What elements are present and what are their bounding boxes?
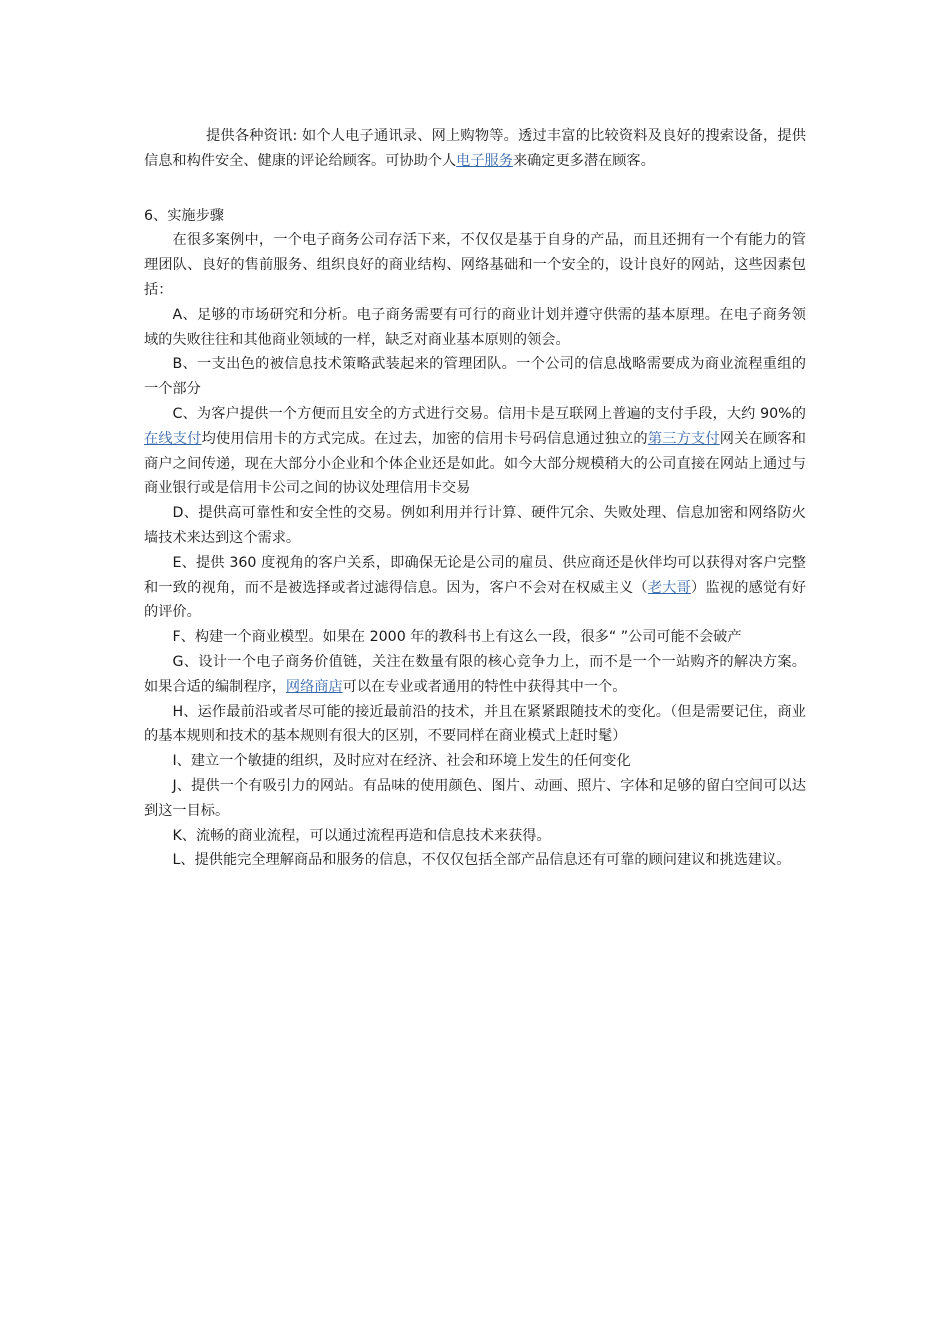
step-h: H、运作最前沿或者尽可能的接近最前沿的技术，并且在紧紧跟随技术的变化。（但是需要记住，商业的基本规则和技术的基本规则有很大的区别，不要同样在商业模式上赶时髦） [144,703,806,745]
step-g-text-1: G、设计一个电子商务价值链，关注在数量有限的核心竞争力上，而不是一个一站购齐的解决方案。如果合适的编制程序， [144,653,806,695]
step-k: K、流畅的商业流程，可以通过流程再造和信息技术来获得。 [172,827,551,844]
step-j: J、提供一个有吸引力的网站。有品味的使用颜色、图片、动画、照片、字体和足够的留白空间可以达到这一目标。 [144,777,806,819]
section-spacer [144,174,806,204]
step-e-text-1: E、提供 360 度视角的客户关系，即确保无论是公司的雇员、供应商还是伙伴均可以获得对客户完整和一致的视角，而不是被选择或者过滤得信息。因为，客户不会对在权威主义（ [144,554,806,596]
link-third-party-payment[interactable]: 第三方支付 [647,430,720,447]
intro-text-part1: 提供各种资讯: 如个人电子通讯录、网上购物等。透过丰富的比较资料及良好的搜索设备，提供信息和构件安全、健康的评论给顾客。可协助个人 [144,128,806,169]
step-b: B、一支出色的被信息技术策略武装起来的管理团队。一个公司的信息战略需要成为商业流程重组的一个部分 [144,356,806,398]
step-a: A、足够的市场研究和分析。电子商务需要有可行的商业计划并遵守供需的基本原理。在电子商务领域的失败往往和其他商业领域的一样，缺乏对商业基本原则的领会。 [144,306,806,348]
link-online-store[interactable]: 网络商店 [285,678,343,695]
step-l: L、提供能完全理解商品和服务的信息，不仅仅包括全部产品信息还有可靠的顾问建议和挑选建议。 [172,852,791,869]
step-d: D、提供高可靠性和安全性的交易。例如利用并行计算、硬件冗余、失败处理、信息加密和网络防火墙技术来达到这个需求。 [144,505,806,546]
intro-text-part2: 来确定更多潜在顾客。 [512,152,655,169]
step-f: F、构建一个商业模型。如果在 2000 年的教科书上有这么一段，很多“ ”公司可能不会破产 [172,629,742,646]
step-c-text-3: 网关在顾客和商户之间传递，现在大部分小企业和个体企业还是如此。如今大部分规模稍大的公司直接在网站上通过与商业银行或是信用卡公司之间的协议处理信用卡交易 [144,430,806,497]
step-g [144,650,806,700]
step-i: I、建立一个敏捷的组织，及时应对在经济、社会和环境上发生的任何变化 [172,753,631,770]
step-e-text-2: ）监视的感觉有好的评价。 [144,579,806,621]
step-c-text-2: 均使用信用卡的方式完成。在过去，加密的信用卡号码信息通过独立的 [201,430,648,447]
section-heading: 6、实施步骤 [144,207,224,224]
document-page [144,124,806,873]
link-online-payment[interactable]: 在线支付 [144,430,202,447]
step-c-text-1: C、为客户提供一个方便而且安全的方式进行交易。信用卡是互联网上普遍的支付手段，大约 90%的 [172,405,806,422]
link-big-brother[interactable]: 老大哥 [647,579,692,596]
step-e [144,551,806,625]
section-lead-paragraph: 在很多案例中，一个电子商务公司存活下来，不仅仅是基于自身的产品，而且还拥有一个有能力的管理团队、良好的售前服务、组织良好的商业结构、网络基础和一个安全的，设计良好的网站，这些因素包括： [144,232,806,298]
step-c [144,402,806,501]
link-e-service[interactable]: 电子服务 [456,152,513,169]
step-g-text-2: 可以在专业或者通用的特性中获得其中一个。 [342,678,627,695]
intro-paragraph [144,124,806,174]
